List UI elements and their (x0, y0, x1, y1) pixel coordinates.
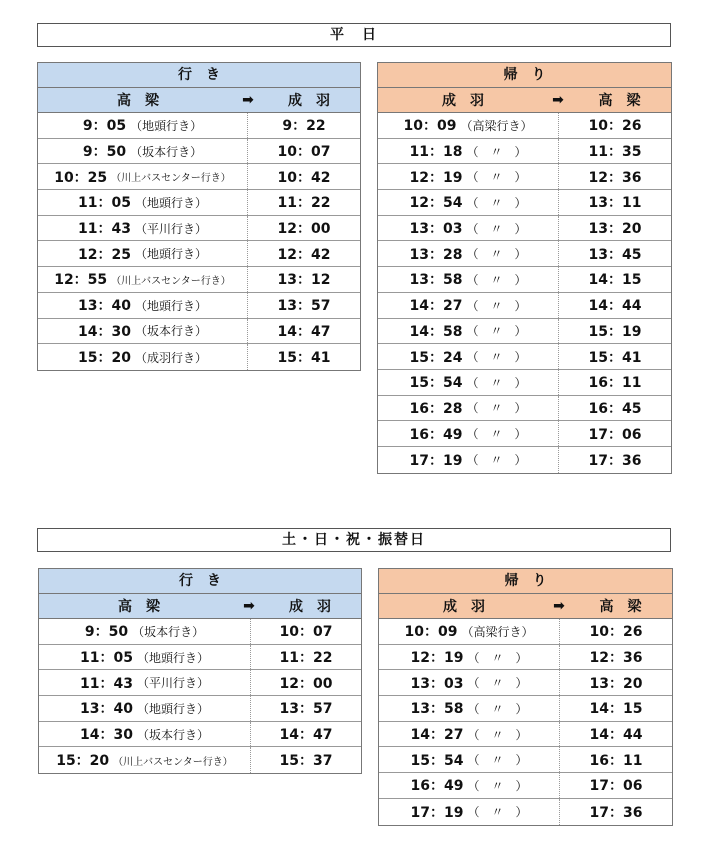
arrival-time: 15：41 (277, 350, 331, 367)
departure-cell (378, 319, 559, 344)
departure-cell (379, 722, 560, 747)
departure-time: 13：40 (78, 298, 131, 315)
table-row (38, 216, 360, 242)
departure-time: 11：43 (80, 675, 133, 692)
departure-time: 16：28 (409, 400, 463, 417)
destination-note: （坂本行き） (136, 727, 209, 742)
table-row (38, 139, 360, 165)
departure-cell (378, 421, 559, 446)
inbound-route-header (378, 88, 671, 113)
table-row (378, 421, 671, 447)
table-row (378, 216, 671, 242)
arrival-time: 11：22 (277, 195, 331, 212)
departure-time: 13：58 (410, 701, 464, 718)
table-row (378, 190, 671, 216)
section-title-holiday: 土・日・祝・振替日 (37, 528, 671, 552)
arrival-time: 17：06 (588, 426, 642, 443)
table-row (379, 747, 672, 773)
departure-time: 14：27 (410, 727, 464, 744)
weekday-inbound-table (377, 62, 672, 474)
table-row (378, 447, 671, 473)
destination-note: （ 〃 ） (467, 753, 528, 768)
departure-time: 12：19 (409, 169, 463, 186)
departure-cell (38, 344, 248, 370)
arrival-time: 12：00 (277, 221, 331, 238)
departure-cell (38, 293, 248, 318)
destination-note: （地頭行き） (134, 195, 207, 210)
outbound-header: 行 き (39, 569, 361, 594)
table-row (379, 799, 672, 825)
departure-cell (378, 241, 559, 266)
arrival-time: 10：26 (589, 624, 643, 641)
table-row (38, 113, 360, 139)
arrival-time: 10：07 (277, 144, 331, 161)
table-row (38, 164, 360, 190)
departure-cell (39, 619, 251, 644)
arrival-time: 10：07 (279, 624, 333, 641)
departure-time: 10：09 (404, 624, 458, 641)
destination-note: （成羽行き） (134, 350, 207, 365)
holiday-inbound-table (378, 568, 673, 826)
route-origin: 成 羽 (442, 93, 484, 109)
table-row (378, 319, 671, 345)
departure-cell (38, 139, 248, 164)
departure-time: 14：58 (409, 323, 463, 340)
departure-time: 13：40 (80, 701, 133, 718)
arrow-right-icon: ➡ (553, 598, 565, 614)
table-row (38, 241, 360, 267)
arrival-time: 10：42 (277, 169, 331, 186)
table-row (378, 113, 671, 139)
departure-cell (379, 747, 560, 772)
arrival-time: 14：44 (588, 298, 642, 315)
table-row (39, 747, 361, 773)
arrival-time: 15：19 (588, 323, 642, 340)
inbound-route-header (379, 594, 672, 619)
departure-cell (379, 645, 560, 670)
arrival-time: 13：57 (279, 701, 333, 718)
destination-note: （地頭行き） (136, 650, 209, 665)
arrival-time: 14：47 (277, 323, 331, 340)
table-row (379, 619, 672, 645)
departure-time: 15：20 (78, 350, 131, 367)
departure-cell (39, 747, 251, 773)
destination-note: （ 〃 ） (467, 727, 528, 742)
departure-time: 12：25 (78, 246, 131, 263)
table-row (379, 696, 672, 722)
table-row (38, 190, 360, 216)
departure-cell (378, 293, 559, 318)
destination-note: （ 〃 ） (466, 375, 527, 390)
destination-note: （坂本行き） (134, 324, 207, 339)
destination-note: （川上バスセンター行き） (113, 756, 233, 768)
arrival-time: 13：20 (588, 221, 642, 238)
departure-time: 12：19 (410, 650, 464, 667)
departure-cell (378, 370, 559, 395)
departure-time: 12：54 (409, 195, 463, 212)
departure-time: 15：54 (409, 375, 463, 392)
table-row (39, 696, 361, 722)
section-title-weekday: 平 日 (37, 23, 671, 47)
destination-note: （地頭行き） (134, 298, 207, 313)
destination-note: （ 〃 ） (467, 805, 528, 820)
weekday-outbound-table (37, 62, 361, 371)
destination-note: （ 〃 ） (466, 272, 527, 287)
destination-note: （ 〃 ） (467, 650, 528, 665)
arrival-time: 11：35 (588, 144, 642, 161)
arrival-time: 9：22 (282, 118, 326, 135)
arrival-time: 14：47 (279, 727, 333, 744)
departure-time: 9：50 (84, 624, 129, 641)
arrival-time: 17：36 (589, 804, 643, 821)
destination-note: （ 〃 ） (466, 170, 527, 185)
departure-cell (39, 722, 251, 747)
table-row (379, 722, 672, 748)
departure-cell (378, 216, 559, 241)
destination-note: （ 〃 ） (466, 350, 527, 365)
table-row (38, 319, 360, 345)
departure-time: 16：49 (410, 778, 464, 795)
departure-cell (38, 267, 248, 292)
table-row (378, 293, 671, 319)
arrival-time: 13：45 (588, 246, 642, 263)
destination-note: （地頭行き） (136, 701, 209, 716)
table-row (38, 267, 360, 293)
table-row (39, 722, 361, 748)
destination-note: （ 〃 ） (467, 676, 528, 691)
departure-time: 9：05 (82, 118, 127, 135)
departure-cell (39, 645, 251, 670)
departure-cell (39, 670, 251, 695)
departure-time: 13：03 (409, 221, 463, 238)
arrival-time: 14：15 (589, 701, 643, 718)
arrival-time: 12：36 (589, 650, 643, 667)
arrival-time: 12：42 (277, 246, 331, 263)
departure-time: 14：30 (78, 323, 131, 340)
arrow-right-icon: ➡ (552, 92, 564, 108)
departure-time: 17：19 (409, 452, 463, 469)
destination-note: （川上バスセンター行き） (111, 275, 231, 287)
destination-note: （ 〃 ） (466, 401, 527, 416)
departure-cell (379, 619, 560, 644)
arrival-time: 17：06 (589, 778, 643, 795)
destination-note: （ 〃 ） (467, 778, 528, 793)
departure-time: 13：28 (409, 246, 463, 263)
arrival-time: 13：11 (588, 195, 642, 212)
table-row (39, 619, 361, 645)
departure-cell (378, 344, 559, 369)
departure-time: 11：05 (80, 650, 133, 667)
destination-note: （ 〃 ） (466, 144, 527, 159)
arrival-time: 15：41 (588, 349, 642, 366)
departure-time: 12：55 (54, 272, 108, 289)
departure-cell (379, 696, 560, 721)
destination-note: （ 〃 ） (466, 324, 527, 339)
table-row (379, 773, 672, 799)
departure-cell (38, 241, 248, 266)
departure-time: 10：09 (403, 118, 457, 135)
destination-note: （ 〃 ） (466, 247, 527, 262)
arrival-time: 15：37 (279, 753, 333, 770)
destination-note: （平川行き） (136, 676, 209, 691)
departure-time: 13：03 (410, 675, 464, 692)
departure-cell (379, 773, 560, 798)
arrival-time: 12：00 (279, 675, 333, 692)
arrival-time: 11：22 (279, 650, 333, 667)
arrow-right-icon: ➡ (243, 598, 255, 614)
arrival-time: 14：44 (589, 727, 643, 744)
arrival-time: 13：20 (589, 675, 643, 692)
departure-cell (378, 447, 559, 473)
departure-cell (379, 670, 560, 695)
departure-time: 14：30 (80, 727, 133, 744)
departure-cell (38, 164, 248, 189)
arrival-time: 10：26 (588, 118, 642, 135)
arrival-time: 16：11 (589, 752, 643, 769)
departure-time: 9：50 (82, 144, 127, 161)
destination-note: （地頭行き） (130, 118, 203, 133)
departure-cell (378, 190, 559, 215)
departure-cell (38, 190, 248, 215)
destination-note: （平川行き） (134, 221, 207, 236)
departure-time: 14：27 (409, 298, 463, 315)
arrival-time: 16：45 (588, 400, 642, 417)
route-origin: 高 梁 (118, 599, 160, 615)
table-row (378, 164, 671, 190)
departure-cell (38, 216, 248, 241)
outbound-route-header (39, 594, 361, 619)
table-row (378, 370, 671, 396)
inbound-header: 帰 り (378, 63, 671, 88)
table-row (39, 645, 361, 671)
inbound-header: 帰 り (379, 569, 672, 594)
table-row (378, 241, 671, 267)
departure-time: 15：24 (409, 349, 463, 366)
arrival-time: 13：57 (277, 298, 331, 315)
destination-note: （坂本行き） (132, 624, 205, 639)
departure-time: 11：18 (409, 144, 463, 161)
table-row (379, 670, 672, 696)
outbound-route-header (38, 88, 360, 113)
destination-note: （高梁行き） (461, 624, 534, 639)
destination-note: （ 〃 ） (466, 298, 527, 313)
route-destination: 成 羽 (289, 599, 331, 615)
table-row (378, 344, 671, 370)
departure-cell (379, 799, 560, 825)
destination-note: （ 〃 ） (466, 427, 527, 442)
route-origin: 高 梁 (117, 93, 159, 109)
table-row (38, 344, 360, 370)
route-origin: 成 羽 (443, 599, 485, 615)
departure-time: 11：05 (78, 195, 131, 212)
holiday-outbound-table (38, 568, 362, 774)
table-row (378, 139, 671, 165)
destination-note: （高梁行き） (460, 118, 533, 133)
destination-note: （ 〃 ） (467, 701, 528, 716)
route-destination: 高 梁 (599, 599, 642, 615)
departure-time: 15：20 (56, 753, 110, 770)
destination-note: （坂本行き） (130, 144, 203, 159)
destination-note: （ 〃 ） (466, 453, 527, 468)
destination-note: （地頭行き） (134, 247, 207, 262)
departure-time: 13：58 (409, 272, 463, 289)
table-row (378, 396, 671, 422)
departure-cell (378, 113, 559, 138)
departure-time: 10：25 (54, 169, 108, 186)
outbound-header: 行 き (38, 63, 360, 88)
arrival-time: 16：11 (588, 375, 642, 392)
destination-note: （川上バスセンター行き） (111, 173, 231, 185)
departure-cell (378, 396, 559, 421)
table-row (38, 293, 360, 319)
departure-time: 17：19 (410, 804, 464, 821)
arrival-time: 12：36 (588, 169, 642, 186)
arrow-right-icon: ➡ (242, 92, 254, 108)
departure-time: 11：43 (78, 221, 131, 238)
arrival-time: 14：15 (588, 272, 642, 289)
departure-cell (378, 139, 559, 164)
destination-note: （ 〃 ） (466, 195, 527, 210)
departure-cell (38, 113, 248, 138)
table-row (39, 670, 361, 696)
departure-cell (378, 164, 559, 189)
table-row (379, 645, 672, 671)
arrival-time: 17：36 (588, 452, 642, 469)
destination-note: （ 〃 ） (466, 221, 527, 236)
table-row (378, 267, 671, 293)
arrival-time: 13：12 (277, 272, 331, 289)
departure-time: 16：49 (409, 426, 463, 443)
departure-time: 15：54 (410, 752, 464, 769)
departure-cell (378, 267, 559, 292)
route-destination: 高 梁 (598, 93, 641, 109)
departure-cell (39, 696, 251, 721)
route-destination: 成 羽 (288, 93, 330, 109)
departure-cell (38, 319, 248, 344)
